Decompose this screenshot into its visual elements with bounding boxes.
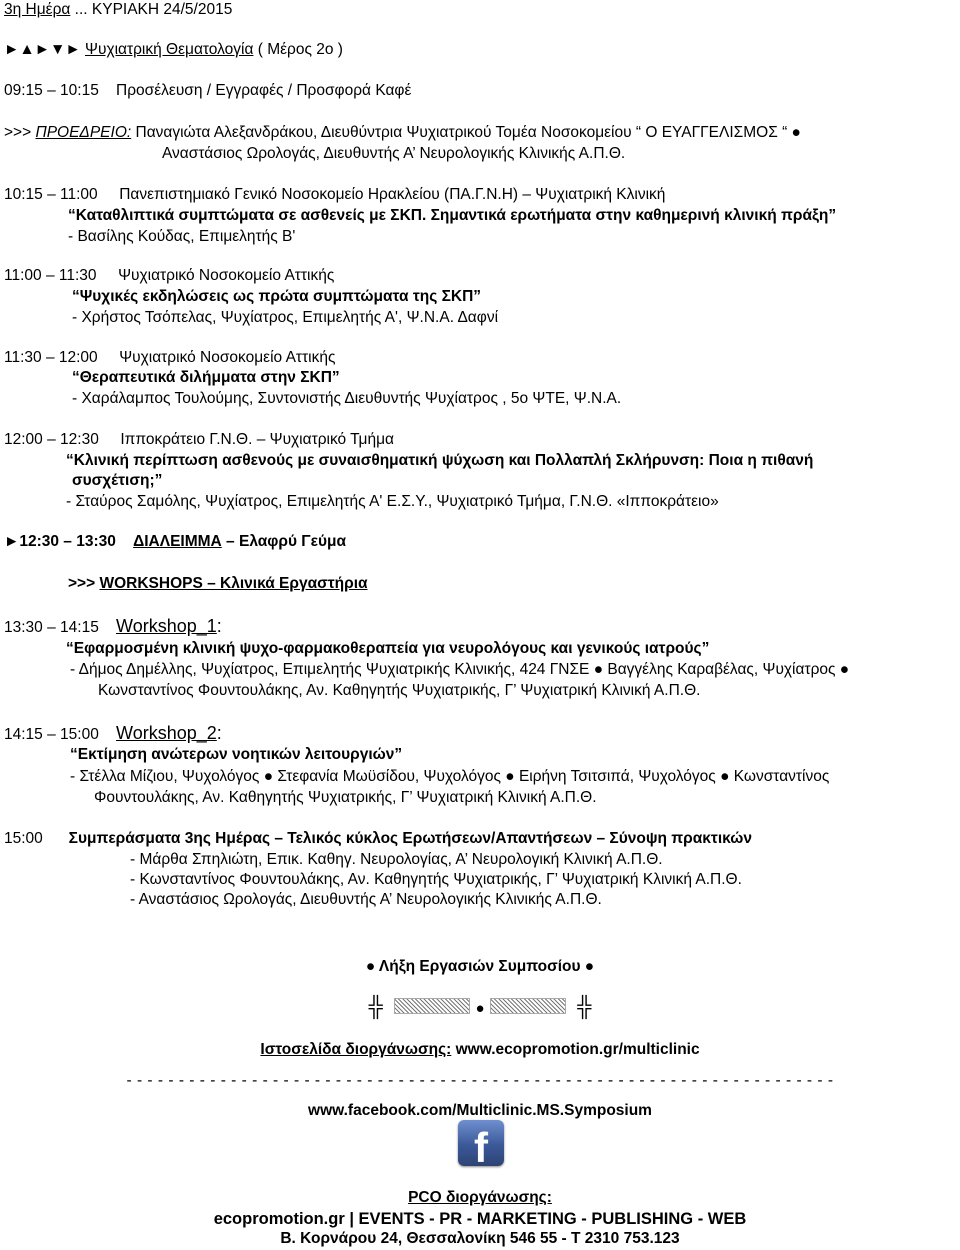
talk-2-venue: Ψυχιατρικό Νοσοκομείο Αττικής — [118, 267, 335, 284]
pco-label: PCO διοργάνωσης: — [408, 1189, 552, 1206]
registration-time: 09:15 – 10:15 — [4, 82, 99, 99]
ornament-left: ╬ — [368, 996, 383, 1018]
talk-3-title: “Θεραπευτικά διλήμματα στην ΣΚΠ” — [72, 369, 340, 386]
ornament-bullet: ● — [475, 1000, 485, 1017]
workshop-2-speakers-1: - Στέλλα Μίζιου, Ψυχολόγος ● Στεφανία Μωϋσίδου, Ψυχολόγος ● Ειρήνη Τσιτσιπά, Ψυχολόγος ● Κωνσταντίνος — [70, 768, 830, 785]
day-header — [4, 0, 232, 20]
chair-line-2: Αναστάσιος Ωρολογάς, Διευθυντής Α’ Νευρολογικής Κλινικής Α.Π.Θ. — [162, 145, 626, 162]
workshop-2-label: Workshop_2 — [116, 723, 217, 743]
workshop-2-header — [4, 723, 222, 745]
talk-1-header — [4, 185, 665, 205]
theme-line — [4, 40, 343, 60]
closing-line: ● Λήξη Εργασιών Συμποσίου ● — [365, 958, 595, 975]
theme-title: Ψυχιατρική Θεματολογία — [85, 41, 254, 58]
website-url[interactable]: www.ecopromotion.gr/multiclinic — [451, 1041, 700, 1058]
workshop-2-time: 14:15 – 15:00 — [4, 726, 99, 743]
talk-2-title: “Ψυχικές εκδηλώσεις ως πρώτα συμπτώματα της ΣΚΠ” — [72, 288, 482, 305]
workshop-2-speakers-2: Φουντουλάκης, Αν. Καθηγητής Ψυχιατρικής, Γ’ Ψυχιατρική Κλινική Α.Π.Θ. — [94, 789, 597, 806]
conclusions-speaker-2: - Κωνσταντίνος Φουντουλάκης, Αν. Καθηγητής Ψυχιατρικής, Γ’ Ψυχιατρική Κλινική Α.Π.Θ. — [130, 871, 742, 888]
talk-3-venue: Ψυχιατρικό Νοσοκομείο Αττικής — [119, 349, 336, 366]
talk-4-venue: Ιπποκράτειο Γ.Ν.Θ. – Ψυχιατρικό Τμήμα — [120, 431, 394, 448]
break-arrow: ► — [4, 533, 20, 550]
ornament-pattern-right — [490, 998, 566, 1014]
facebook-url[interactable]: www.facebook.com/Multiclinic.MS.Symposium — [308, 1102, 652, 1119]
chair-prefix: >>> — [4, 124, 36, 141]
break-line — [4, 532, 346, 552]
workshop-1-time: 13:30 – 14:15 — [4, 619, 99, 636]
workshop-1-speakers-1: - Δήμος Δημέλλης, Ψυχίατρος, Επιμελητής Ψυχιατρικής Κλινικής, 424 ΓΝΣΕ ● Βαγγέλης Καραβέλας, Ψυχίατρος ● — [70, 661, 850, 678]
conclusions-speaker-3: - Αναστάσιος Ωρολογάς, Διευθυντής Α’ Νευρολογικής Κλινικής Α.Π.Θ. — [130, 891, 602, 908]
workshop-1-label: Workshop_1 — [116, 616, 217, 636]
workshop-1-header — [4, 616, 222, 638]
website-label: Ιστοσελίδα διοργάνωσης: — [260, 1041, 452, 1058]
conclusions-time: 15:00 — [4, 830, 43, 847]
workshops-heading-text: WORKSHOPS – Κλινικά Εργαστήρια — [99, 575, 368, 592]
pco-line-1: ecopromotion.gr | EVENTS - PR - MARKETING - PUBLISHING - WEB — [213, 1210, 747, 1228]
talk-4-title: “Κλινική περίπτωση ασθενούς με συναισθηματική ψύχωση και Πολλαπλή Σκλήρυνση: Ποια η πιθανή — [66, 452, 814, 469]
workshops-prefix: >>> — [68, 575, 100, 592]
break-rest: – Ελαφρύ Γεύμα — [221, 533, 346, 550]
talk-2-speaker: - Χρήστος Τσόπελας, Ψυχίατρος, Επιμελητής Α', Ψ.Ν.Α. Δαφνί — [72, 309, 499, 326]
workshop-2-title: “Εκτίμηση ανώτερων νοητικών λειτουργιών” — [70, 746, 403, 763]
chair-line1: Παναγιώτα Αλεξανδράκου, Διευθύντρια Ψυχιατρικού Τομέα Νοσοκομείου “ Ο ΕΥΑΓΓΕΛΙΣΜΟΣ “ ● — [131, 124, 801, 141]
talk-1-time: 10:15 – 11:00 — [4, 186, 98, 203]
theme-arrows: ►▲►▼► — [4, 41, 86, 58]
talk-3-header — [4, 348, 335, 368]
workshop-1-speakers-2: Κωνσταντίνος Φουντουλάκης, Αν. Καθηγητής Ψυχιατρικής, Γ’ Ψυχιατρική Κλινική Α.Π.Θ. — [98, 682, 701, 699]
pco-line-2: Β. Κορνάρου 24, Θεσσαλονίκη 546 55 - Τ 2310 753.123 — [280, 1230, 680, 1247]
conclusions-speaker-1: - Μάρθα Σπηλιώτη, Επικ. Καθηγ. Νευρολογίας, Α’ Νευρολογική Κλινική Α.Π.Θ. — [130, 851, 663, 868]
workshops-heading — [68, 574, 368, 594]
talk-2-time: 11:00 – 11:30 — [4, 267, 97, 284]
ornament — [0, 997, 960, 1019]
ornament-pattern-left — [394, 998, 470, 1014]
talk-2-header — [4, 266, 334, 286]
talk-1-speaker: - Βασίλης Κούδας, Επιμελητής Β' — [68, 228, 296, 245]
talk-1-title: “Καταθλιπτικά συμπτώματα σε ασθενείς με ΣΚΠ. Σημαντικά ερωτήματα στην καθημερινή κλινική πράξη” — [68, 207, 837, 224]
workshop-1-colon: : — [216, 616, 222, 636]
registration-text: Προσέλευση / Εγγραφές / Προσφορά Καφέ — [116, 82, 412, 99]
talk-3-time: 11:30 – 12:00 — [4, 349, 98, 366]
dashed-separator: - - - - - - - - - - - - - - - - - - - - - - - - - - - - - - - - - - - - - - - - - - - - - - - - - - - - - - - - - - - - - - - - - - - - — [126, 1072, 834, 1089]
conclusions-title: Συμπεράσματα 3ης Ημέρας – Τελικός κύκλος Ερωτήσεων/Απαντήσεων – Σύνοψη πρακτικών — [68, 830, 752, 847]
workshop-1-title: “Εφαρμοσμένη κλινική ψυχο-φαρμακοθεραπεία για νευρολόγους και γενικούς ιατρούς” — [66, 640, 710, 657]
talk-3-speaker: - Χαράλαμπος Τουλούμης, Συντονιστής Διευθυντής Ψυχίατρος , 5ο ΨΤΕ, Ψ.Ν.Α. — [72, 390, 622, 407]
workshop-2-colon: : — [216, 723, 222, 743]
talk-4-header — [4, 430, 394, 450]
talk-4-time: 12:00 – 12:30 — [4, 431, 99, 448]
chair-label: ΠΡΟΕΔΡΕΙΟ: — [35, 124, 132, 141]
ornament-right: ╬ — [577, 996, 592, 1018]
day-date: ... ΚΥΡΙΑΚΗ 24/5/2015 — [70, 1, 233, 18]
day-label: 3η Ημέρα — [4, 1, 71, 18]
break-time: 12:30 – 13:30 — [19, 533, 116, 550]
facebook-icon[interactable]: f — [458, 1120, 504, 1166]
registration-line — [4, 81, 411, 101]
chair-line-1 — [4, 123, 801, 143]
talk-4-speaker: - Σταύρος Σαμόλης, Ψυχίατρος, Επιμελητής Α' Ε.Σ.Υ., Ψυχιατρικό Τμήμα, Γ.Ν.Θ. «Ιπποκράτειο» — [66, 493, 719, 510]
talk-4-title-cont: συσχέτιση;” — [72, 472, 163, 489]
break-label: ΔΙΑΛΕΙΜΜΑ — [133, 533, 222, 550]
conclusions-header — [4, 829, 752, 849]
website-line — [0, 1040, 960, 1060]
talk-1-venue: Πανεπιστημιακό Γενικό Νοσοκομείο Ηρακλείου (ΠΑ.Γ.Ν.Η) – Ψυχιατρική Κλινική — [119, 186, 666, 203]
theme-part: ( Μέρος 2ο ) — [253, 41, 343, 58]
